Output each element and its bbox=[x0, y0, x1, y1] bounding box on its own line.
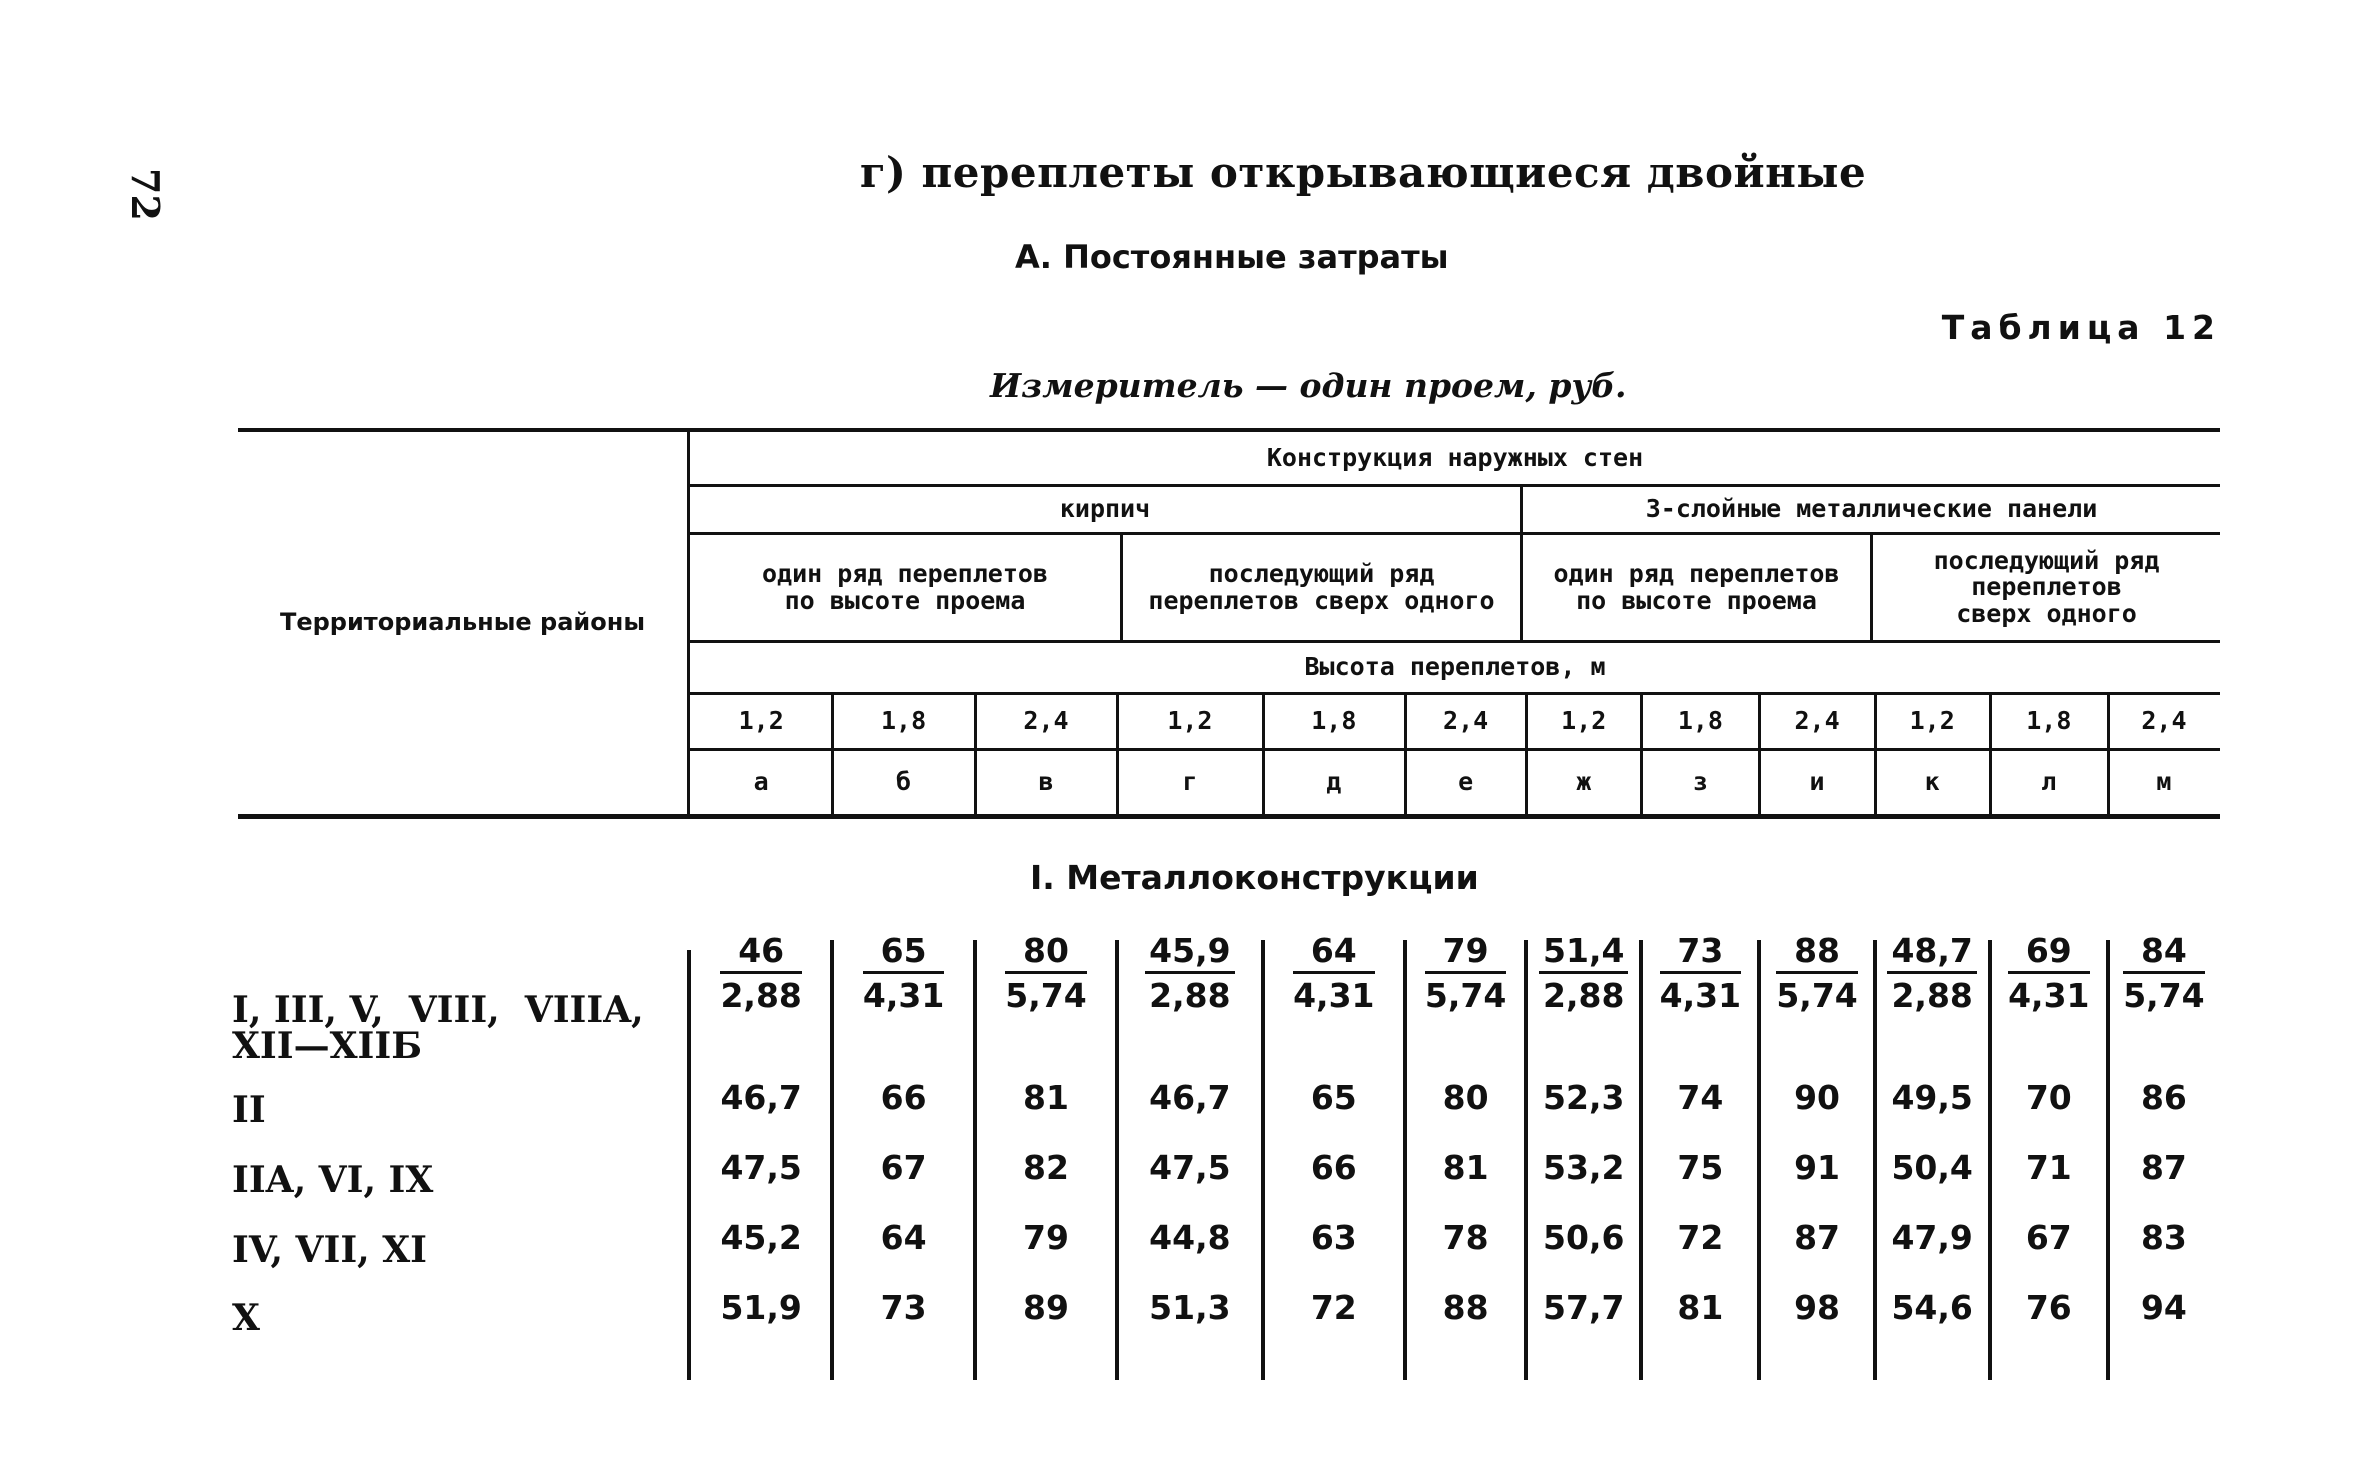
height-cell: 1,2 bbox=[1909, 706, 1955, 736]
fraction-cell bbox=[1135, 930, 1245, 1019]
height-cell: 1,8 bbox=[1311, 706, 1357, 736]
row-region: IV, VII, XI bbox=[232, 1229, 427, 1271]
fraction-denominator: 2,88 bbox=[1543, 976, 1625, 1016]
value-cell: 49,5 bbox=[1891, 1078, 1973, 1117]
value-cell: 81 bbox=[1442, 1148, 1489, 1187]
fraction bbox=[1005, 930, 1086, 1019]
height-cell: 1,8 bbox=[1677, 706, 1723, 736]
table-number: Таблица 12 bbox=[1941, 308, 2221, 347]
fraction-cell bbox=[1994, 930, 2104, 1019]
fraction-numerator: 46 bbox=[720, 930, 801, 974]
value-cell: 79 bbox=[1023, 1218, 1069, 1257]
header-bottom-rule bbox=[238, 814, 2220, 819]
fraction-numerator: 73 bbox=[1660, 930, 1741, 974]
body-divider bbox=[1988, 940, 1992, 1380]
value-cell: 51,9 bbox=[720, 1288, 802, 1327]
letter-cell: в bbox=[1038, 767, 1054, 797]
fraction-cell bbox=[1762, 930, 1872, 1019]
height-cell: 2,4 bbox=[1023, 706, 1069, 736]
letter-cell: г bbox=[1182, 767, 1198, 797]
body-divider bbox=[830, 940, 834, 1380]
height-cell: 1,8 bbox=[881, 706, 927, 736]
value-cell: 66 bbox=[880, 1078, 927, 1117]
letter-cell: л bbox=[2041, 767, 2057, 797]
body-divider bbox=[687, 950, 691, 1380]
fraction-denominator: 4,31 bbox=[862, 976, 945, 1016]
value-cell: 66 bbox=[1310, 1148, 1357, 1187]
value-cell: 52,3 bbox=[1543, 1078, 1625, 1117]
value-cell: 45,2 bbox=[720, 1218, 802, 1257]
height-cell: 1,2 bbox=[1167, 706, 1213, 736]
row-region: X bbox=[232, 1297, 260, 1339]
value-cell: 87 bbox=[2140, 1148, 2187, 1187]
value-cell: 57,7 bbox=[1543, 1288, 1625, 1327]
letter-cell: к bbox=[1924, 767, 1940, 797]
fraction bbox=[1887, 930, 1976, 1019]
fraction-cell bbox=[991, 930, 1101, 1019]
one-row-header-2: один ряд переплетов по высоте проема bbox=[1553, 559, 1840, 615]
panels-header: 3-слойные металлические панели bbox=[1645, 494, 2098, 524]
body-divider bbox=[1403, 940, 1407, 1380]
value-cell: 44,8 bbox=[1149, 1218, 1231, 1257]
fraction-cell bbox=[1877, 930, 1987, 1019]
fraction bbox=[1145, 930, 1234, 1019]
fraction bbox=[1293, 930, 1374, 1019]
next-row-header-2: последующий ряд переплетов сверх одного bbox=[1933, 546, 2160, 628]
fraction-cell bbox=[849, 930, 959, 1019]
height-header: Высота переплетов, м bbox=[1304, 652, 1606, 682]
value-cell: 53,2 bbox=[1543, 1148, 1625, 1187]
table-header bbox=[238, 428, 2220, 822]
fraction-cell bbox=[706, 930, 816, 1019]
body-divider bbox=[1261, 940, 1265, 1380]
value-cell: 74 bbox=[1677, 1078, 1724, 1117]
section-title: I. Металлоконструкции bbox=[1030, 858, 1479, 897]
value-cell: 46,7 bbox=[720, 1078, 802, 1117]
value-cell: 88 bbox=[1442, 1288, 1489, 1327]
value-cell: 91 bbox=[1794, 1148, 1841, 1187]
value-cell: 70 bbox=[2025, 1078, 2072, 1117]
fraction-cell bbox=[1645, 930, 1755, 1019]
page-title bbox=[0, 148, 2356, 197]
value-cell: 90 bbox=[1794, 1078, 1841, 1117]
fraction bbox=[863, 930, 944, 1019]
value-cell: 75 bbox=[1677, 1148, 1724, 1187]
fraction-numerator: 65 bbox=[863, 930, 944, 974]
fraction-denominator: 2,88 bbox=[1149, 976, 1231, 1016]
row-region: II bbox=[232, 1089, 266, 1131]
value-cell: 67 bbox=[2025, 1218, 2072, 1257]
value-cell: 72 bbox=[1310, 1288, 1357, 1327]
value-cell: 87 bbox=[1794, 1218, 1841, 1257]
unit-label: Измеритель — один проем, руб. bbox=[990, 366, 1627, 405]
regions-header: Территориальные районы bbox=[279, 608, 646, 637]
value-cell: 94 bbox=[2140, 1288, 2187, 1327]
fraction-numerator: 84 bbox=[2123, 930, 2204, 974]
fraction-numerator: 69 bbox=[2008, 930, 2089, 974]
fraction-numerator: 45,9 bbox=[1145, 930, 1234, 974]
value-cell: 80 bbox=[1442, 1078, 1489, 1117]
value-cell: 73 bbox=[880, 1288, 927, 1327]
fraction bbox=[1776, 930, 1857, 1019]
body-divider bbox=[973, 940, 977, 1380]
row-region: IIA, VI, IX bbox=[232, 1159, 434, 1201]
fraction bbox=[2008, 930, 2089, 1019]
fraction-numerator: 79 bbox=[1425, 930, 1506, 974]
value-cell: 71 bbox=[2025, 1148, 2072, 1187]
value-cell: 82 bbox=[1023, 1148, 1069, 1187]
height-cell: 2,4 bbox=[2141, 706, 2187, 736]
value-cell: 47,9 bbox=[1891, 1218, 1973, 1257]
fraction-numerator: 51,4 bbox=[1539, 930, 1628, 974]
row-region-line1: I, III, V, VIII, VIIIA, bbox=[232, 989, 644, 1031]
value-cell: 81 bbox=[1677, 1288, 1724, 1327]
value-cell: 64 bbox=[880, 1218, 927, 1257]
value-cell: 72 bbox=[1677, 1218, 1724, 1257]
body-divider bbox=[1873, 940, 1877, 1380]
fraction-cell bbox=[1279, 930, 1389, 1019]
fraction-denominator: 5,74 bbox=[1005, 976, 1087, 1016]
value-cell: 47,5 bbox=[1149, 1148, 1231, 1187]
fraction bbox=[720, 930, 801, 1019]
letter-cell: б bbox=[896, 767, 912, 797]
fraction-numerator: 48,7 bbox=[1887, 930, 1976, 974]
fraction-cell bbox=[1411, 930, 1521, 1019]
letter-cell: з bbox=[1692, 767, 1708, 797]
fraction-numerator: 88 bbox=[1776, 930, 1857, 974]
fraction bbox=[1660, 930, 1741, 1019]
body-divider bbox=[1757, 940, 1761, 1380]
body-divider bbox=[1115, 940, 1119, 1380]
height-cell: 1,2 bbox=[1561, 706, 1607, 736]
fraction-cell bbox=[1529, 930, 1639, 1019]
body-divider bbox=[1639, 940, 1643, 1380]
fraction-denominator: 5,74 bbox=[2123, 976, 2205, 1016]
value-cell: 46,7 bbox=[1149, 1078, 1231, 1117]
next-row-header: последующий ряд переплетов сверх одного bbox=[1148, 559, 1495, 615]
value-cell: 89 bbox=[1023, 1288, 1069, 1327]
value-cell: 76 bbox=[2025, 1288, 2072, 1327]
letter-cell: м bbox=[2156, 767, 2172, 797]
value-cell: 63 bbox=[1310, 1218, 1357, 1257]
fraction-denominator: 5,74 bbox=[1424, 976, 1507, 1016]
fraction-denominator: 5,74 bbox=[1776, 976, 1858, 1016]
height-cell: 1,2 bbox=[738, 706, 784, 736]
value-cell: 67 bbox=[880, 1148, 927, 1187]
letter-cell: е bbox=[1458, 767, 1474, 797]
value-cell: 83 bbox=[2140, 1218, 2187, 1257]
value-cell: 78 bbox=[1442, 1218, 1489, 1257]
fraction-denominator: 2,88 bbox=[720, 976, 802, 1016]
body-divider bbox=[1524, 940, 1528, 1380]
page-title-text: г) переплеты открывающиеся двойные bbox=[859, 148, 1867, 197]
one-row-header: один ряд переплетов по высоте проема bbox=[762, 559, 1048, 615]
value-cell: 81 bbox=[1023, 1078, 1069, 1117]
value-cell: 65 bbox=[1310, 1078, 1357, 1117]
letter-cell: д bbox=[1326, 767, 1342, 797]
fraction-numerator: 64 bbox=[1293, 930, 1374, 974]
letter-cell: и bbox=[1809, 767, 1825, 797]
fraction bbox=[2123, 930, 2204, 1019]
value-cell: 54,6 bbox=[1891, 1288, 1973, 1327]
fraction bbox=[1425, 930, 1506, 1019]
brick-header: кирпич bbox=[1059, 494, 1151, 524]
value-cell: 47,5 bbox=[720, 1148, 802, 1187]
fraction-denominator: 2,88 bbox=[1891, 976, 1973, 1016]
letter-cell: а bbox=[753, 767, 769, 797]
fraction-denominator: 4,31 bbox=[1293, 976, 1375, 1016]
value-cell: 50,6 bbox=[1543, 1218, 1625, 1257]
fraction-numerator: 80 bbox=[1005, 930, 1086, 974]
subtitle: А. Постоянные затраты bbox=[1015, 238, 1449, 276]
fraction-cell bbox=[2109, 930, 2219, 1019]
fraction bbox=[1539, 930, 1628, 1019]
construction-header: Конструкция наружных стен bbox=[1266, 442, 1644, 472]
value-cell: 86 bbox=[2140, 1078, 2187, 1117]
fraction-denominator: 4,31 bbox=[2008, 976, 2090, 1016]
height-cell: 2,4 bbox=[1794, 706, 1840, 736]
value-cell: 50,4 bbox=[1891, 1148, 1973, 1187]
height-cell: 1,8 bbox=[2026, 706, 2072, 736]
fraction-denominator: 4,31 bbox=[1659, 976, 1742, 1016]
page-number: 72 bbox=[123, 168, 168, 221]
row-region bbox=[232, 989, 644, 1067]
letter-cell: ж bbox=[1576, 767, 1592, 797]
row-region-line2: XII—XIIБ bbox=[232, 1025, 422, 1067]
height-cell: 2,4 bbox=[1443, 706, 1489, 736]
value-cell: 98 bbox=[1794, 1288, 1841, 1327]
value-cell: 51,3 bbox=[1149, 1288, 1231, 1327]
table-body bbox=[0, 930, 2356, 1390]
